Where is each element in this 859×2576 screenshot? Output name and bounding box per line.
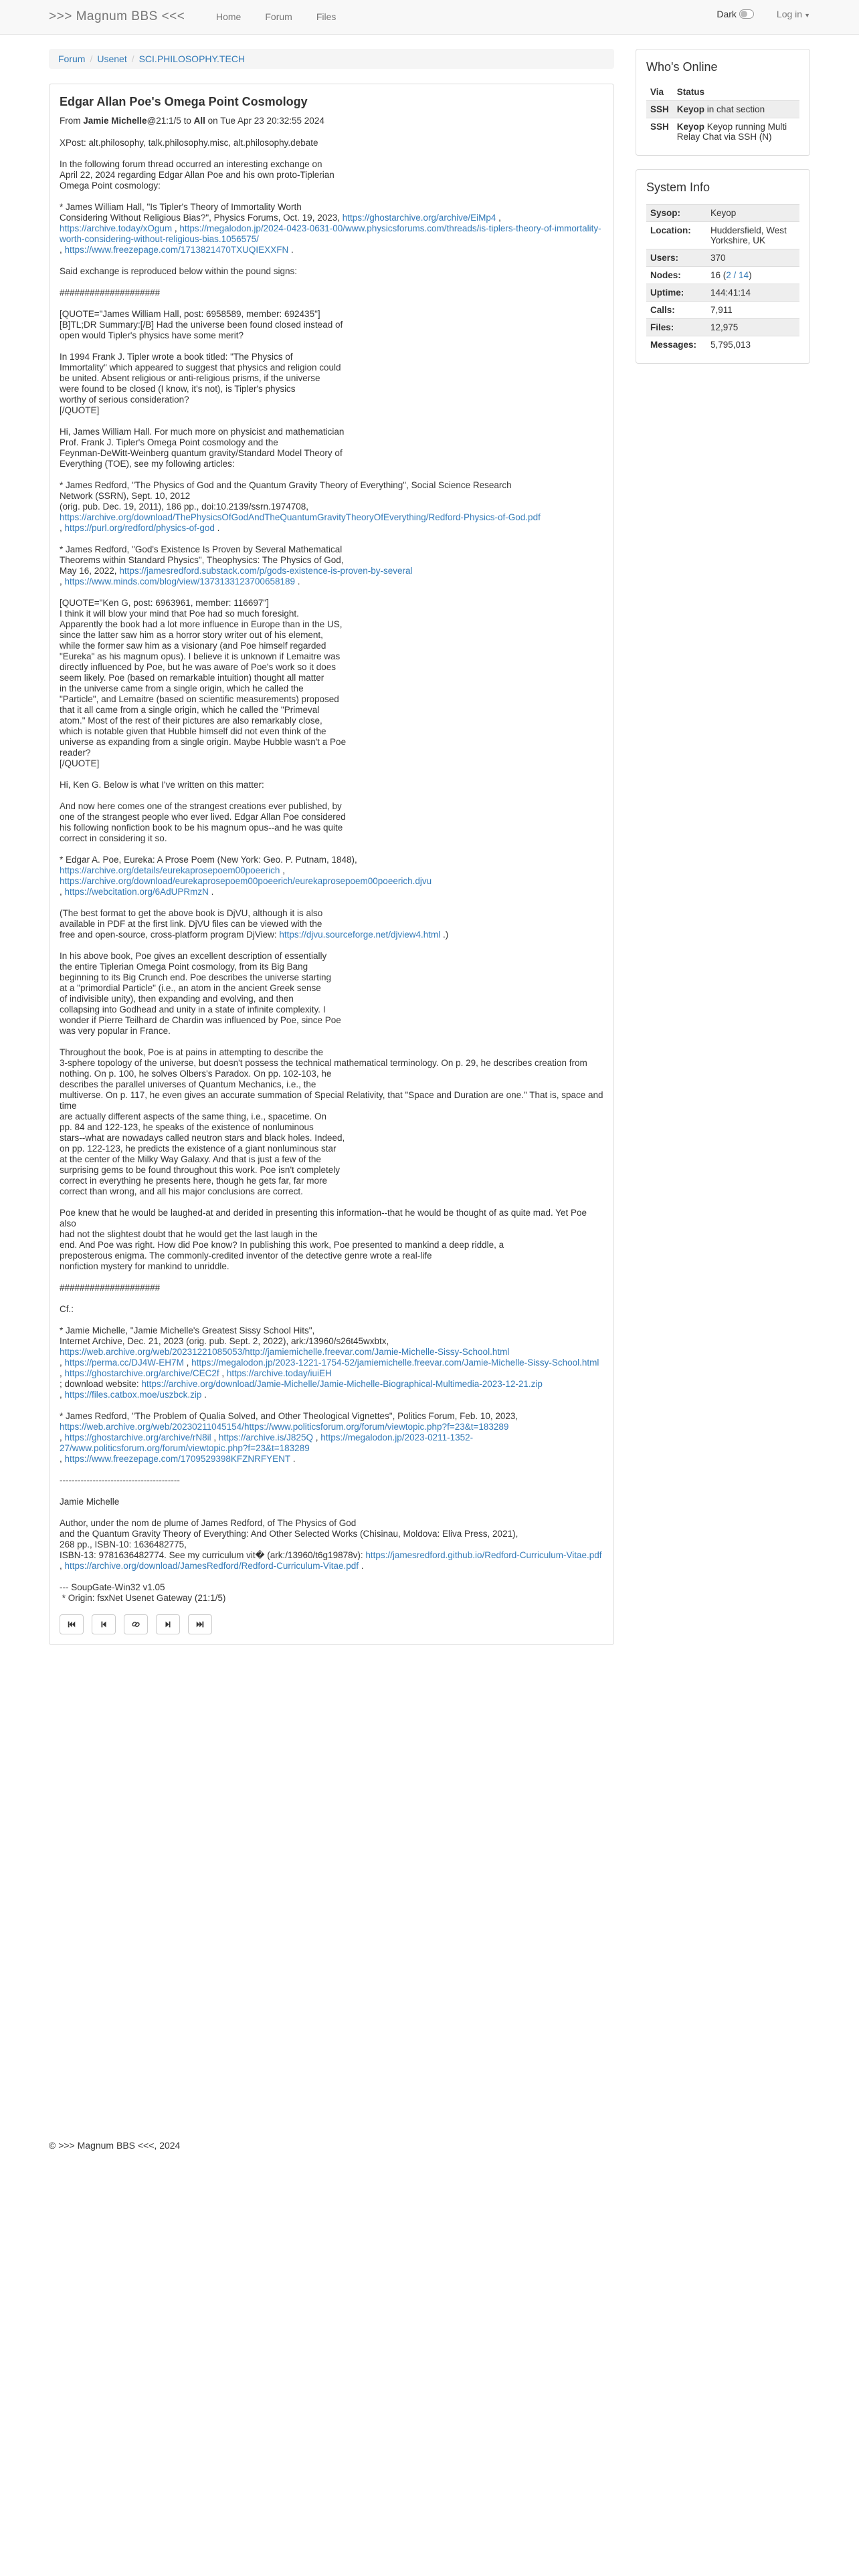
system-info-panel	[636, 169, 810, 364]
messages-label: Messages:	[646, 336, 706, 354]
first-message-button[interactable]	[60, 1614, 84, 1634]
body-text: . Said exchange is reproduced below within the pound signs: #################### [QUOTE="James William Hall, post: 6958589, member: 692435"] [B]TL;DR Summary:[/B] Had the universe been found closed instead of open would Tipler's physics have some merit? In 1994 Frank J. Tipler wrote a book titled: "The Physics of Immortality" which appeared to suggest that physics and religion could be united. Absent religious or anti-religious prisms, if the universe were found to be closed (I know, it's not), is Tipler's physics worthy of serious consideration? [/QUOTE] Hi, James William Hall. For much more on physicist and mathematician Prof. Frank J. Tipler's Omega Point cosmology and the Feynman-DeWitt-Weinberg quantum gravity/Standard Model Theory of Everything (TOE), see my following articles: * James Redford, "The Physics of God and the Quantum Gravity Theory of Everything", Social Science Research Network (SSRN), Sept. 10, 2012 (orig. pub. Dec. 19, 2011), 186 pp., doi:10.2139/ssrn.1974708,	[60, 245, 512, 512]
step-backward-icon	[99, 1620, 108, 1629]
table-row	[646, 267, 799, 284]
body-text: ,	[498, 213, 501, 223]
body-text: . * James Redford, "The Problem of Qualia Solved, and Other Theological Vignettes", Politics Forum, Feb. 10, 2023,	[60, 1390, 518, 1421]
skip-backward-icon	[67, 1620, 76, 1629]
body-text: . ---------------------------------------- Jamie Michelle Author, under the nom de plume of James Redford, of The Physics of God and the Quantum Gravity Theory of Everything: And Other Selected Works (Chisinau, Moldova: Eliva Press, 2021), 268 pp., ISBN-10: 1636482775, ISBN-13: 9781636482774. See my curriculum vit� (ark:/13960/t6g19878v):	[60, 1454, 518, 1560]
body-text: ,	[183, 1358, 192, 1368]
body-text: ,	[211, 1432, 219, 1442]
message-date: Tue Apr 23 20:32:55 2024	[220, 116, 324, 126]
table-row	[646, 249, 799, 267]
body-text: ,	[219, 1368, 227, 1378]
breadcrumb-forum[interactable]: Forum	[58, 53, 86, 64]
body-text: ,	[172, 223, 180, 233]
table-row	[646, 319, 799, 336]
body-link[interactable]: https://archive.today/xOgum	[60, 223, 173, 233]
next-message-button[interactable]	[156, 1614, 180, 1634]
previous-message-button[interactable]	[92, 1614, 116, 1634]
whos-online-title: Who's Online	[646, 60, 718, 74]
body-link[interactable]: https://purl.org/redford/physics-of-god	[64, 523, 215, 533]
body-text: ,	[60, 576, 62, 586]
main-content	[49, 49, 614, 1645]
table-row	[646, 336, 799, 354]
body-link[interactable]: https://megalodon.jp/2023-0211-1352-27/www.politicsforum.org/forum/viewtopic.php?f=23&t=183289	[60, 1432, 474, 1453]
body-link[interactable]: https://jamesredford.substack.com/p/gods-existence-is-proven-by-several	[119, 566, 413, 576]
nodes-value: 16 (2 / 14)	[706, 267, 799, 284]
dark-mode-toggle[interactable]	[739, 9, 754, 19]
body-link[interactable]: https://archive.org/download/eurekaprosepoem00poeerich/eurekaprosepoem00poeerich.djvu	[60, 876, 432, 886]
body-text: ,	[60, 1454, 62, 1464]
body-text: ,	[60, 1390, 62, 1400]
body-link[interactable]: https://archive.org/download/ThePhysicsOfGodAndTheQuantumGravityTheoryOfEverything/Redford-Physics-of-God.pdf	[60, 512, 541, 522]
sidebar	[636, 49, 810, 364]
via-cell: SSH	[646, 101, 673, 118]
body-link[interactable]: https://ghostarchive.org/archive/CEC2f	[64, 1368, 219, 1378]
skip-forward-icon	[195, 1620, 205, 1629]
step-forward-icon	[163, 1620, 173, 1629]
sysop-value: Keyop	[706, 205, 799, 222]
col-status-header: Status	[676, 87, 705, 97]
whos-online-table	[646, 84, 799, 145]
table-row	[646, 118, 799, 146]
link-icon	[131, 1620, 140, 1629]
main-nav	[216, 11, 336, 22]
body-text: ,	[60, 887, 62, 897]
footer-copyright: © >>> Magnum BBS <<<, 2024	[49, 2140, 181, 2151]
table-row	[646, 205, 799, 222]
body-link[interactable]: https://archive.is/J825Q	[218, 1432, 313, 1442]
message-recipient: All	[193, 116, 205, 126]
body-link[interactable]: https://megalodon.jp/2023-1221-1754-52/jamiemichelle.freevar.com/Jamie-Michelle-Sissy-School.html	[191, 1358, 599, 1368]
location-label: Location:	[646, 222, 706, 249]
body-text: . --- SoupGate-Win32 v1.05 * Origin: fsxNet Usenet Gateway (21:1/5)	[60, 1561, 364, 1603]
body-link[interactable]: https://archive.org/download/Jamie-Michelle/Jamie-Michelle-Biographical-Multimedia-2023-12-21.zip	[141, 1379, 543, 1389]
breadcrumb-usenet[interactable]: Usenet	[97, 53, 127, 64]
breadcrumb-group[interactable]: SCI.PHILOSOPHY.TECH	[138, 53, 246, 64]
status-cell: Keyop Keyop running Multi Relay Chat via SSH (N)	[673, 118, 799, 146]
body-link[interactable]: https://megalodon.jp/2024-0423-0631-00/www.physicsforums.com/threads/is-tiplers-theory-of-immortality-worth-considering-without-religious-bias.1056575/	[60, 223, 601, 244]
body-link[interactable]: https://files.catbox.moe/uszbck.zip	[64, 1390, 202, 1400]
login-label: Log in	[776, 9, 803, 19]
body-link[interactable]: https://www.minds.com/blog/view/1373133123700658189	[64, 576, 295, 586]
table-row	[646, 284, 799, 302]
caret-down-icon: ▼	[804, 12, 810, 19]
whos-online-panel	[636, 49, 810, 156]
body-link[interactable]: https://ghostarchive.org/archive/rN8il	[64, 1432, 211, 1442]
page-footer	[49, 2140, 180, 2151]
dark-mode-label: Dark	[717, 9, 737, 19]
location-value: Huddersfield, West Yorkshire, UK	[706, 222, 799, 249]
breadcrumb-separator: /	[131, 53, 134, 64]
calls-value: 7,911	[706, 302, 799, 319]
body-link[interactable]: https://archive.org/download/JamesRedford/Redford-Curriculum-Vitae.pdf	[64, 1561, 359, 1571]
body-text: XPost: alt.philosophy, talk.philosophy.misc, alt.philosophy.debate In the following forum thread occurred an interesting exchange on April 22, 2024 regarding Edgar Allan Poe and his own proto-Tiplerian Omega Point cosmology: * James William Hall, "Is Tipler's Theory of Immortality Worth Considering Without Religious Bias?", Physics Forums, Oct. 19, 2023,	[60, 138, 340, 223]
message-title: Edgar Allan Poe's Omega Point Cosmology	[60, 95, 308, 108]
via-cell: SSH	[646, 118, 673, 146]
table-row	[646, 302, 799, 319]
message-panel	[49, 84, 614, 1645]
active-nodes-link[interactable]: 2 / 14	[726, 270, 749, 280]
to-label: to	[183, 116, 191, 126]
body-text: ,	[60, 523, 62, 533]
body-link[interactable]: https://www.freezepage.com/1713821470TXUQIEXXFN	[64, 245, 289, 255]
site-brand[interactable]: >>> Magnum BBS <<<	[49, 9, 185, 23]
body-link[interactable]: https://jamesredford.github.io/Redford-Curriculum-Vitae.pdf	[365, 1550, 602, 1560]
messages-value: 5,795,013	[706, 336, 799, 354]
uptime-label: Uptime:	[646, 284, 706, 302]
author-address: @21:1/5	[147, 116, 181, 126]
body-text: ,	[60, 1358, 62, 1368]
body-text: . (The best format to get the above book is DjVU, although it is also available in PDF at the first link. DjVU files can be viewed with the free and open-source, cross-platform program DjView:	[60, 887, 323, 940]
body-link[interactable]: https://archive.today/iuiEH	[226, 1368, 332, 1378]
login-dropdown[interactable]	[777, 9, 810, 19]
table-row	[646, 101, 799, 118]
body-link[interactable]: https://ghostarchive.org/archive/EiMp4	[342, 213, 496, 223]
body-link[interactable]: https://djvu.sourceforge.net/djview4.html	[279, 930, 441, 940]
message-navigation	[60, 1614, 603, 1634]
body-text: ,	[60, 1561, 62, 1571]
permalink-button[interactable]	[124, 1614, 148, 1634]
nav-home-link[interactable]: Home	[216, 11, 242, 22]
body-text: . * James Redford, "God's Existence Is Proven by Several Mathematical Theorems within Standard Physics", Theophysics: The Physics of God, May 16, 2022,	[60, 523, 344, 576]
body-text: .) In his above book, Poe gives an excellent description of essentially the entire Tiplerian Omega Point cosmology, from its Big Bang beginning to its Big Crunch end. Poe describes the universe starting at a "primordial Particle" (i.e., an atom in the ancient Greek sense of indivisible unity), then expanding and evolving, and then collapsing into Godhead and unity in a state of infinite complexity. I wonder if Pierre Teilhard de Chardin was influenced by Poe, since Poe was very popular in France. Throughout the book, Poe is at pains in attempting to describe the 3-sphere topology of the universe, but doesn't possess the technical mathematical terminology. On p. 29, he describes creation from nothing. On p. 100, he solves Olbers's Paradox. On pp. 102-103, he describes the parallel universes of Quantum Mechanics, i.e., the multiverse. On p. 117, he even gives an accurate summation of Special Relativity, that "Space and Duration are one." That is, space and time are actually different aspects of the same thing, i.e., spacetime. On pp. 84 and 122-123, he speaks of the existence of nonluminous stars--what are nowadays called neutron stars and black holes. Indeed, on pp. 122-123, he predicts the existence of a giant nonluminous star at the center of the Milky Way Galaxy. And that is just a few of the surprising gems to be found throughout this work. Poe isn't completely correct in everything he presents here, though he gets far, far more correct than wrong, and all his major conclusions are correct. Poe knew that he would be laughed-at and derided in presenting this information--that he would be thought of as quite mad. Yet Poe also had not the slightest doubt that he would get the last laugh in the end. And Poe was right. How did Poe know? In publishing this work, Poe presented to mankind a deep riddle, a preposterous enigma. The commonly-credited inventor of the detective genre wrote a real-life nonfiction mystery for mankind to unriddle. #################### Cf.: * Jamie Michelle, "Jamie Michelle's Greatest Sissy School Hits", Internet Archive, Dec. 21, 2023 (orig. pub. Sept. 2, 2022), ark:/13960/s26t45wxbtx,	[60, 930, 603, 1346]
system-info-table	[646, 204, 799, 353]
files-value: 12,975	[706, 319, 799, 336]
body-link[interactable]: https://web.archive.org/web/20231221085053/http://jamiemichelle.freevar.com/Jamie-Michelle-Sissy-School.html	[60, 1347, 510, 1357]
body-text: . [QUOTE="Ken G, post: 6963961, member: 116697"] I think it will blow your mind that Poe had so much foresight. Apparently the book had a lot more influence in Europe than in the US, since the latter saw him as a horror story writer out of his element, while the former saw him as a visionary (and Poe himself regarded "Eureka" as his magnum opus). I believe it is unknown if Lemaitre was directly influenced by Poe, but he was aware of Poe's work so it does seem likely. Poe (based on remarkable intuition) thought all matter in the universe came from a single origin, which he called the "Particle", and Lemaitre (based on scientific measurements) proposed that it all came from a single origin, which he called the "Primeval atom." Most of the rest of their pictures are also remarkably close, which is notable given that Hubble himself did not even think of the universe as expanding from a single origin. Maybe Hubble wasn't a Poe reader? [/QUOTE] Hi, Ken G. Below is what I've written on this matter: And now here comes one of the strangest creations ever published, by one of the strangest people who ever lived. Edgar Allan Poe considered his following nonfiction book to be his magnum opus--and he was quite correct in considering it so. * Edgar A. Poe, Eureka: A Prose Poem (New York: Geo. P. Putnam, 1848),	[60, 576, 357, 865]
message-author: Jamie Michelle	[83, 116, 147, 126]
body-text: ,	[60, 1432, 62, 1442]
breadcrumb	[49, 49, 614, 69]
top-navbar	[0, 0, 859, 35]
nav-forum-link[interactable]: Forum	[265, 11, 292, 22]
status-cell: Keyop in chat section	[673, 101, 799, 118]
body-text: ,	[312, 1432, 321, 1442]
on-label: on	[207, 116, 218, 126]
message-body	[60, 138, 603, 1604]
message-meta	[60, 116, 603, 126]
body-text: ; download website:	[60, 1379, 139, 1389]
files-label: Files:	[646, 319, 706, 336]
users-label: Users:	[646, 249, 706, 267]
body-link[interactable]: https://archive.org/details/eurekaprosepoem00poeerich	[60, 865, 280, 875]
body-link[interactable]: https://perma.cc/DJ4W-EH7M	[64, 1358, 184, 1368]
body-link[interactable]: https://webcitation.org/6AdUPRmzN	[64, 887, 209, 897]
users-value: 370	[706, 249, 799, 267]
table-row	[646, 222, 799, 249]
body-text: ,	[60, 245, 62, 255]
breadcrumb-separator: /	[90, 53, 93, 64]
from-label: From	[60, 116, 81, 126]
body-text: ,	[282, 865, 285, 875]
col-via-header: Via	[650, 87, 664, 97]
system-info-title: System Info	[646, 181, 710, 194]
body-link[interactable]: https://web.archive.org/web/20230211045154/https://www.politicsforum.org/forum/viewtopic.php?f=23&t=183289	[60, 1422, 509, 1432]
body-link[interactable]: https://www.freezepage.com/1709529398KFZNRFYENT	[64, 1454, 290, 1464]
uptime-value: 144:41:14	[706, 284, 799, 302]
body-text: ,	[60, 1368, 62, 1378]
calls-label: Calls:	[646, 302, 706, 319]
nodes-label: Nodes:	[646, 267, 706, 284]
last-message-button[interactable]	[188, 1614, 212, 1634]
nav-files-link[interactable]: Files	[316, 11, 337, 22]
sysop-label: Sysop:	[646, 205, 706, 222]
